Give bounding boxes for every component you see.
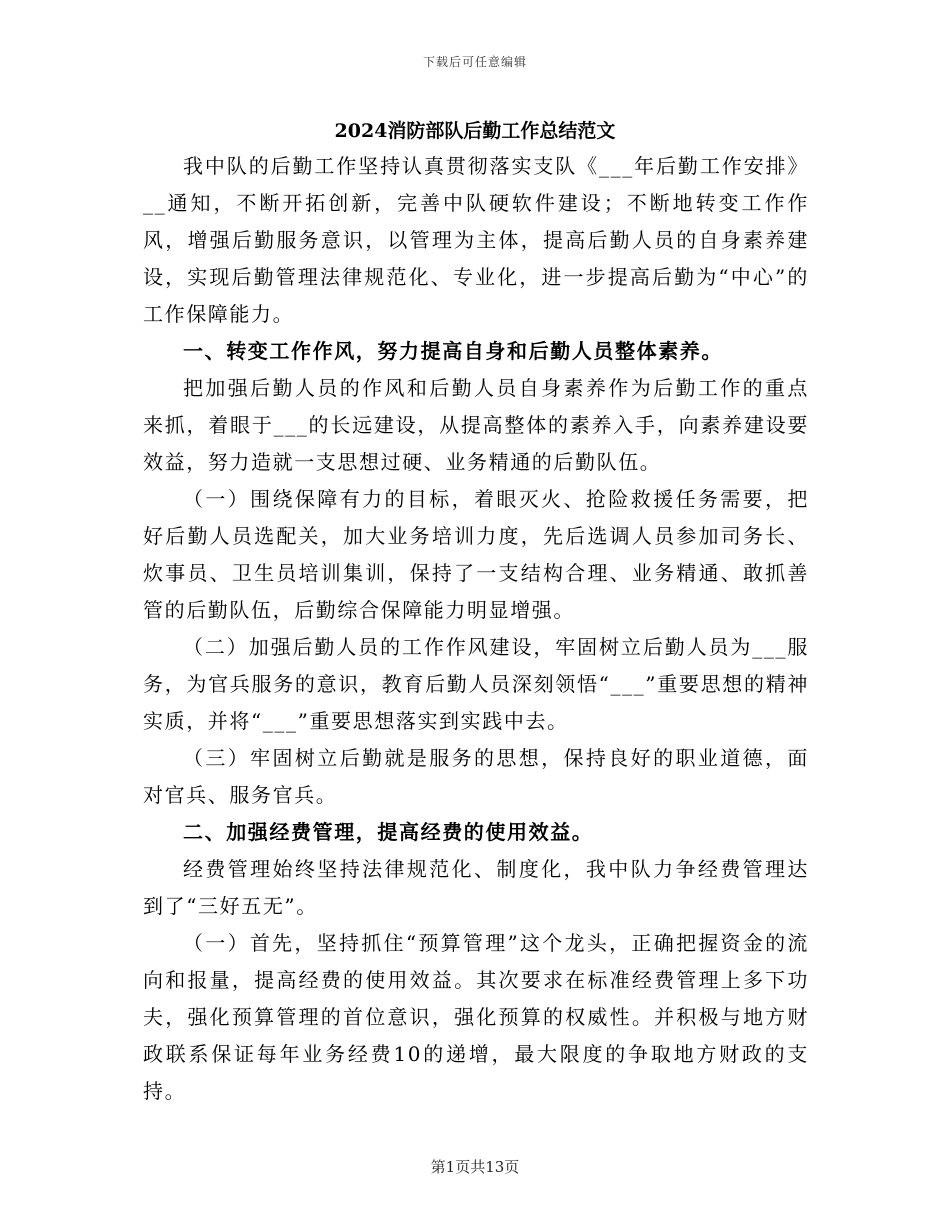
body-paragraph: （三）牢固树立后勤就是服务的思想，保持良好的职业道德，面对官兵、服务官兵。 [143,746,809,807]
body-paragraph: （一）围绕保障有力的目标，着眼灭火、抢险救援任务需要，把好后勤人员选配关，加大业务培训力度，先后选调人员参加司务长、炊事员、卫生员培训集训，保持了一支结构合理、业务精通、敢抓善管的后勤队伍，后勤综合保障能力明显增强。 [143,487,809,622]
header-note: 下载后可任意编辑 [422,55,527,69]
page-footer: 第1页共13页 [430,1158,520,1176]
body-paragraph: 经费管理始终坚持法律规范化、制度化，我中队力争经费管理达到了“三好五无”。 [143,857,809,918]
intro-paragraph: 我中队的后勤工作坚持认真贯彻落实支队《___年后勤工作安排》__通知，不断开拓创新，完善中队硬软件建设；不断地转变工作作风，增强后勤服务意识，以管理为主体，提高后勤人员的自身素养建设，实现后勤管理法律规范化、专业化，进一步提高后勤为“中心”的工作保障能力。 [143,154,809,326]
document-body [143,148,809,1110]
section-heading-2: 二、加强经费管理，提高经费的使用效益。 [183,820,594,844]
body-paragraph: 把加强后勤人员的作风和后勤人员自身素养作为后勤工作的重点来抓，着眼于___的长远建设，从提高整体的素养入手，向素养建设要效益，努力造就一支思想过硬、业务精通的后勤队伍。 [143,376,809,474]
section-heading-1: 一、转变工作作风，努力提高自身和后勤人员整体素养。 [183,339,723,363]
document-title: 2024消防部队后勤工作总结范文 [334,120,616,142]
body-paragraph: （二）加强后勤人员的工作作风建设，牢固树立后勤人员为___服务，为官兵服务的意识，教育后勤人员深刻领悟“___”重要思想的精神实质，并将“___”重要思想落实到实践中去。 [143,635,809,733]
body-paragraph: （一）首先，坚持抓住“预算管理”这个龙头，正确把握资金的流向和报量，提高经费的使用效益。其次要求在标准经费管理上多下功夫，强化预算管理的首位意识，强化预算的权威性。并积极与地方财政联系保证每年业务经费10的递增，最大限度的争取地方财政的支持。 [143,931,809,1103]
